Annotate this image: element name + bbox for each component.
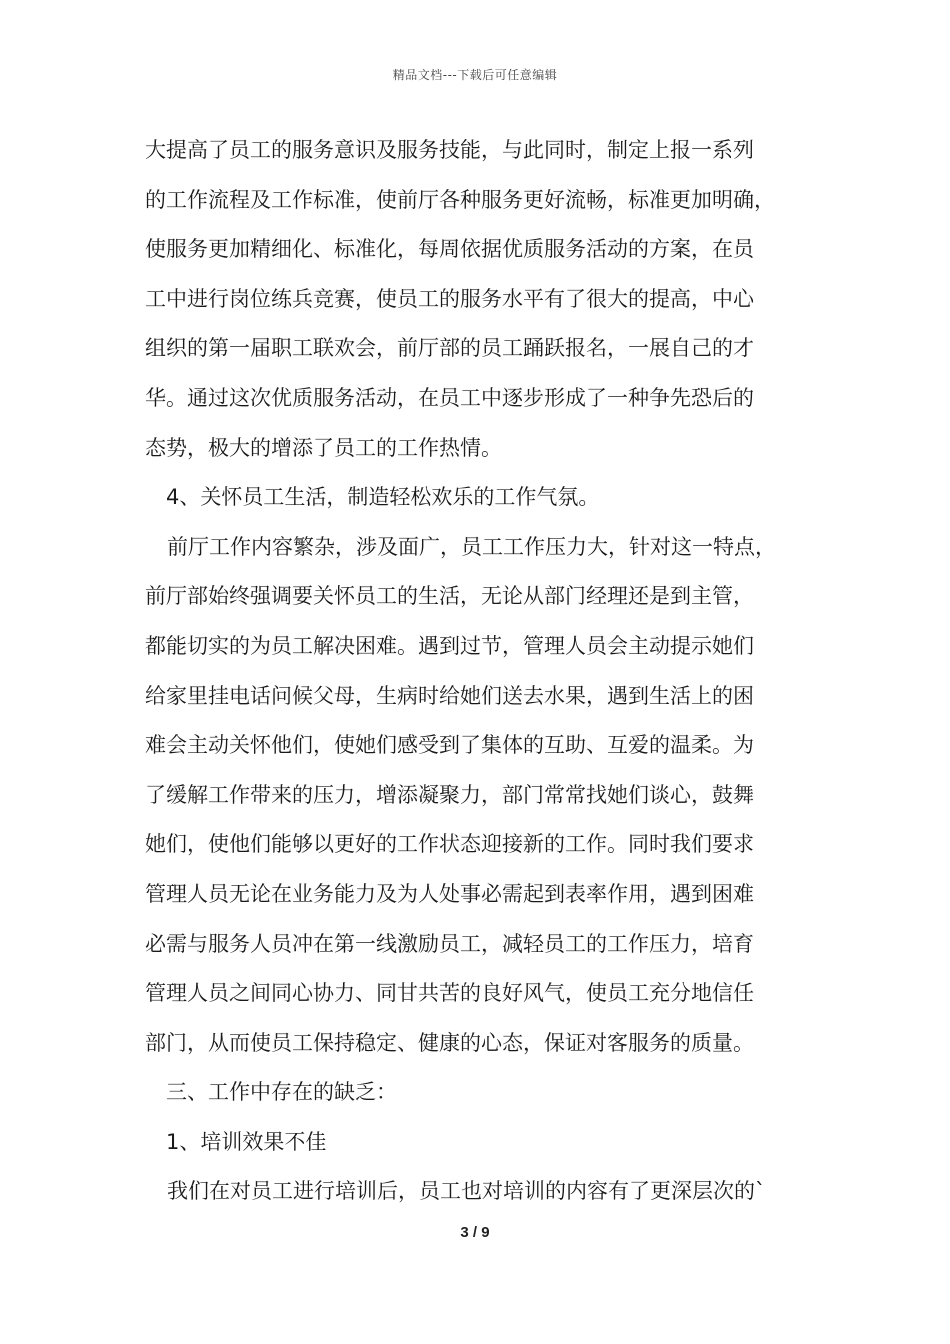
section-heading: 4、关怀员工生活，制造轻松欢乐的工作气氛。 (166, 485, 600, 510)
paragraph-line: 必需与服务人员冲在第一线激励员工，减轻员工的工作压力，培育 (145, 931, 754, 956)
paragraph-line: 部门，从而使员工保持稳定、健康的心态，保证对客服务的质量。 (145, 1030, 754, 1055)
paragraph-line: 了缓解工作带来的压力，增添凝聚力，部门常常找她们谈心，鼓舞 (145, 782, 754, 807)
paragraph-line: 给家里挂电话问候父母，生病时给她们送去水果，遇到生活上的困 (145, 683, 754, 708)
paragraph-line: 工中进行岗位练兵竞赛，使员工的服务水平有了很大的提高，中心 (145, 286, 754, 311)
paragraph-line: 的工作流程及工作标准，使前厅各种服务更好流畅，标准更加明确， (145, 187, 775, 212)
paragraph-line: 大提高了员工的服务意识及服务技能，与此同时，制定上报一系列 (145, 138, 754, 162)
paragraph-line: 我们在对员工进行培训后，员工也对培训的内容有了更深层次的` (167, 1179, 766, 1204)
section-heading: 三、工作中存在的缺乏： (166, 1080, 397, 1105)
paragraph-line: 她们，使他们能够以更好的工作状态迎接新的工作。同时我们要求 (145, 832, 754, 857)
paragraph-line: 都能切实的为员工解决困难。遇到过节，管理人员会主动提示她们 (145, 633, 754, 658)
document-body (145, 126, 815, 1217)
paragraph-line: 难会主动关怀他们，使她们感受到了集体的互助、互爱的温柔。为 (145, 733, 754, 758)
paragraph-line: 管理人员之间同心协力、同甘共苦的良好风气，使员工充分地信任 (145, 981, 754, 1006)
paragraph-line: 管理人员无论在业务能力及为人处事必需起到表率作用，遇到困难 (145, 881, 754, 906)
page-header: 精品文档---下载后可任意编辑 (392, 68, 558, 82)
paragraph-line: 态势，极大的增添了员工的工作热情。 (145, 435, 502, 460)
paragraph-line: 华。通过这次优质服务活动，在员工中逐步形成了一种争先恐后的 (145, 385, 754, 410)
page-number: 3 / 9 (460, 1224, 490, 1241)
paragraph-line: 使服务更加精细化、标准化，每周依据优质服务活动的方案，在员 (145, 237, 754, 262)
paragraph-line: 前厅工作内容繁杂，涉及面广，员工工作压力大，针对这一特点， (167, 534, 776, 559)
section-heading: 1、培训效果不佳 (166, 1129, 327, 1154)
paragraph-line: 前厅部始终强调要关怀员工的生活，无论从部门经理还是到主管， (145, 584, 754, 609)
paragraph-line: 组织的第一届职工联欢会，前厅部的员工踊跃报名，一展自己的才 (145, 336, 754, 361)
